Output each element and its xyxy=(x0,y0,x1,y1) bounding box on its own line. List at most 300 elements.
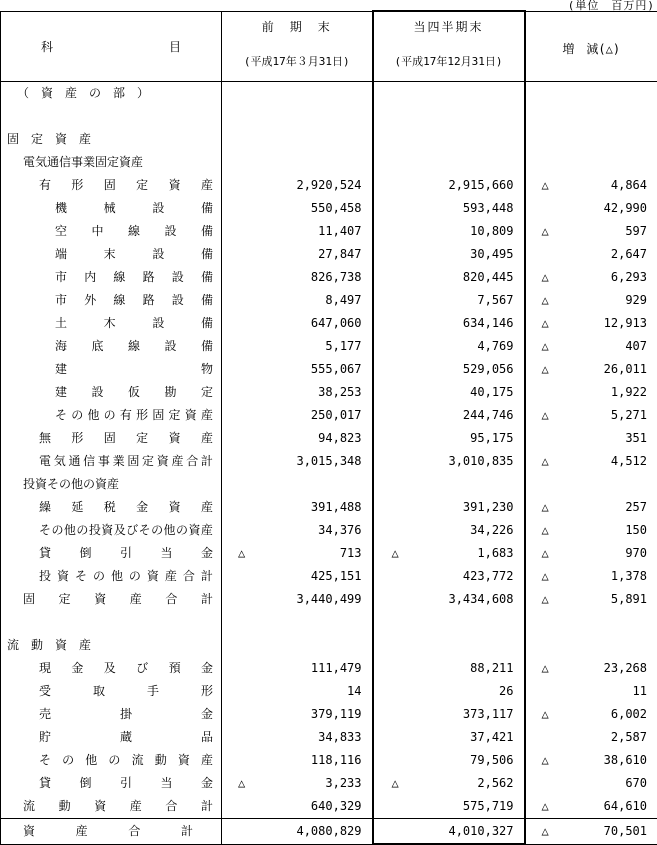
row-value-text: 351 xyxy=(625,431,647,445)
row-value-text: 3,015,348 xyxy=(296,454,361,468)
row-value-text: 34,226 xyxy=(470,523,513,537)
row-label-char: 産 xyxy=(201,404,213,427)
row-curr-value xyxy=(373,726,525,749)
row-value-text: 6,002 xyxy=(611,707,647,721)
row-label xyxy=(1,680,222,703)
row-label xyxy=(1,128,222,151)
row-label-char: 有 xyxy=(39,174,51,197)
row-label xyxy=(1,519,222,542)
row-label-char: 線 xyxy=(128,335,140,358)
total-label-text xyxy=(23,820,193,843)
row-curr-value xyxy=(373,197,525,220)
table-row xyxy=(1,128,657,151)
row-label-char: 産 xyxy=(201,427,213,450)
table-row xyxy=(1,82,657,106)
row-label-char: 通 xyxy=(68,450,80,473)
row-prev-value xyxy=(222,128,373,151)
row-label-char: 線 xyxy=(128,220,140,243)
row-label xyxy=(1,381,222,404)
row-label-char: 手 xyxy=(147,680,159,703)
row-label-char: 倒 xyxy=(79,772,91,795)
row-prev-value xyxy=(222,151,373,174)
row-label-char: 金 xyxy=(201,703,213,726)
row-label-text: （ 資 産 の 部 ） xyxy=(17,82,213,105)
row-value-text: 250,017 xyxy=(311,408,362,422)
row-label-char: 合 xyxy=(165,795,177,818)
table-row xyxy=(1,404,657,427)
row-label-char: 資 xyxy=(94,588,106,611)
table-row xyxy=(1,749,657,772)
row-label-char: 定 xyxy=(136,174,148,197)
negative-triangle-icon: △ xyxy=(526,289,549,312)
row-label-char: 産 xyxy=(201,174,213,197)
row-label-char: 建 xyxy=(55,358,67,381)
row-label-char: 空 xyxy=(55,220,67,243)
row-label-char: 物 xyxy=(201,358,213,381)
row-label-char: 固 xyxy=(104,174,116,197)
row-label-char: そ xyxy=(39,519,51,542)
row-value-text: 4,864 xyxy=(611,178,647,192)
row-value-text: 42,990 xyxy=(604,201,647,215)
table-row xyxy=(1,634,657,657)
row-label-text xyxy=(55,220,213,243)
row-label-char: 産 xyxy=(130,795,142,818)
row-label-text xyxy=(23,795,213,818)
row-label-char: 中 xyxy=(91,220,103,243)
row-value-text: 670 xyxy=(625,776,647,790)
row-label-char: 有 xyxy=(120,404,132,427)
row-value-text: 244,746 xyxy=(463,408,514,422)
row-label-char: 繰 xyxy=(39,496,51,519)
row-label-char: 流 xyxy=(23,795,35,818)
row-label-char: 資 xyxy=(185,404,197,427)
row-label-char: 投 xyxy=(89,519,101,542)
row-value-text: 111,479 xyxy=(311,661,362,675)
row-label xyxy=(1,82,222,106)
row-label-char: 引 xyxy=(120,772,132,795)
row-prev-value xyxy=(222,772,373,795)
row-label-char: 倒 xyxy=(79,542,91,565)
row-label-char: 投 xyxy=(39,565,51,588)
row-curr-value xyxy=(373,105,525,128)
row-prev-value xyxy=(222,174,373,197)
row-label-char: 業 xyxy=(113,450,125,473)
row-label-text xyxy=(55,381,213,404)
row-diff-value xyxy=(525,266,657,289)
row-diff-value xyxy=(525,519,657,542)
row-label-text xyxy=(55,266,213,289)
row-label-char: 他 xyxy=(85,749,97,772)
row-value-text: 26 xyxy=(499,684,513,698)
row-curr-value xyxy=(373,358,525,381)
row-label-char: 税 xyxy=(104,496,116,519)
row-label-text xyxy=(39,519,213,542)
row-prev-value xyxy=(222,381,373,404)
row-label xyxy=(1,703,222,726)
row-value-text: 550,458 xyxy=(311,201,362,215)
row-label-char: 端 xyxy=(55,243,67,266)
row-label-char: の xyxy=(51,519,63,542)
row-label-char: 及 xyxy=(114,519,126,542)
row-label-char: 末 xyxy=(104,243,116,266)
unit-label: (単位 百万円) xyxy=(568,0,655,13)
row-label-char: 勘 xyxy=(164,381,176,404)
row-prev-value xyxy=(222,312,373,335)
header-curr-title: 当四半期末 xyxy=(374,18,524,35)
row-label-char: 外 xyxy=(84,289,96,312)
table-row xyxy=(1,312,657,335)
row-value-text: 529,056 xyxy=(463,362,514,376)
row-prev-value xyxy=(222,450,373,473)
row-diff-value xyxy=(525,243,657,266)
row-label-text xyxy=(55,335,213,358)
row-value-text: 4,512 xyxy=(611,454,647,468)
row-label-char: 金 xyxy=(201,657,213,680)
header-curr-date: (平成17年12月31日) xyxy=(374,53,524,69)
row-label-char: 現 xyxy=(39,657,51,680)
row-curr-value xyxy=(373,519,525,542)
row-label-char: 資 xyxy=(169,427,181,450)
row-label-text xyxy=(55,289,213,312)
row-curr-value xyxy=(373,450,525,473)
row-label-char: 内 xyxy=(84,266,96,289)
row-label-char: 備 xyxy=(201,266,213,289)
row-curr-value xyxy=(373,542,525,565)
row-label-text xyxy=(55,243,213,266)
row-label-char: の xyxy=(62,749,74,772)
row-label xyxy=(1,726,222,749)
negative-triangle-icon: △ xyxy=(374,542,399,565)
row-value-text: 5,177 xyxy=(325,339,361,353)
row-label-char: 設 xyxy=(164,220,176,243)
row-label-char: 産 xyxy=(201,749,213,772)
row-curr-value xyxy=(373,496,525,519)
row-value-text: 1,922 xyxy=(611,385,647,399)
row-value-text: 88,211 xyxy=(470,661,513,675)
table-row xyxy=(1,703,657,726)
row-label xyxy=(1,197,222,220)
row-value-text: 38,253 xyxy=(318,385,361,399)
table-row xyxy=(1,243,657,266)
negative-triangle-icon: △ xyxy=(526,266,549,289)
row-label-char: 形 xyxy=(201,680,213,703)
row-prev-value xyxy=(222,565,373,588)
row-value-text: 1,683 xyxy=(477,546,513,560)
row-value-text: 79,506 xyxy=(470,753,513,767)
row-label-char: 形 xyxy=(136,404,148,427)
row-label-char: 気 xyxy=(54,450,66,473)
negative-triangle-icon: △ xyxy=(526,703,549,726)
table-row xyxy=(1,657,657,680)
row-diff-value xyxy=(525,588,657,611)
row-label xyxy=(1,335,222,358)
row-label-char: 事 xyxy=(98,450,110,473)
row-label-char: 底 xyxy=(91,335,103,358)
row-curr-value xyxy=(373,266,525,289)
row-label xyxy=(1,312,222,335)
row-label-char: 蔵 xyxy=(120,726,132,749)
row-label xyxy=(1,266,222,289)
row-label-text: 固 定 資 産 xyxy=(7,128,213,151)
row-prev-value xyxy=(222,289,373,312)
row-label-text xyxy=(39,565,213,588)
table-row xyxy=(1,680,657,703)
row-value-text: 640,329 xyxy=(311,799,362,813)
row-label-char: 貸 xyxy=(39,542,51,565)
row-value-text: 30,495 xyxy=(470,247,513,261)
row-label xyxy=(1,358,222,381)
row-label-text xyxy=(39,772,213,795)
row-curr-value xyxy=(373,335,525,358)
row-value-text: 593,448 xyxy=(463,201,514,215)
negative-triangle-icon: △ xyxy=(526,565,549,588)
row-prev-value xyxy=(222,680,373,703)
row-label-char: 資 xyxy=(101,519,113,542)
row-value-text: 379,119 xyxy=(311,707,362,721)
row-value-text: 34,833 xyxy=(318,730,361,744)
row-label-char: 資 xyxy=(178,749,190,772)
row-label-char: 他 xyxy=(87,404,99,427)
row-label xyxy=(1,243,222,266)
row-label xyxy=(1,427,222,450)
header-diff-column xyxy=(525,11,657,82)
row-label-char: 合 xyxy=(186,450,198,473)
row-diff-value xyxy=(525,772,657,795)
negative-triangle-icon: △ xyxy=(526,220,549,243)
row-diff-value xyxy=(525,703,657,726)
row-label-char: 線 xyxy=(113,266,125,289)
row-label-text xyxy=(39,657,213,680)
row-diff-value xyxy=(525,496,657,519)
row-label-text xyxy=(55,312,213,335)
row-label-char: 械 xyxy=(104,197,116,220)
row-label-char: 計 xyxy=(201,565,213,588)
row-label-char: 土 xyxy=(55,312,67,335)
row-value-text: 970 xyxy=(625,546,647,560)
row-label-char: の xyxy=(93,565,105,588)
row-label-char: そ xyxy=(55,404,67,427)
row-label-char: 品 xyxy=(201,726,213,749)
row-label xyxy=(1,105,222,128)
table-row xyxy=(1,220,657,243)
row-label-char: 資 xyxy=(169,496,181,519)
total-label xyxy=(1,819,222,845)
row-diff-value xyxy=(525,795,657,819)
row-label-char: 機 xyxy=(55,197,67,220)
total-label-char: 産 xyxy=(76,820,88,843)
row-value-text: 118,116 xyxy=(311,753,362,767)
row-value-text: 2,562 xyxy=(477,776,513,790)
row-label-char: 掛 xyxy=(120,703,132,726)
negative-triangle-icon: △ xyxy=(526,542,549,565)
row-diff-value xyxy=(525,542,657,565)
row-curr-value xyxy=(373,220,525,243)
row-curr-value xyxy=(373,312,525,335)
row-value-text: 37,421 xyxy=(470,730,513,744)
negative-triangle-icon: △ xyxy=(526,335,549,358)
row-value-text: 647,060 xyxy=(311,316,362,330)
row-label-char: 動 xyxy=(155,749,167,772)
row-label-text xyxy=(39,726,213,749)
row-label-char: 流 xyxy=(132,749,144,772)
row-value-text: 8,497 xyxy=(325,293,361,307)
row-label-char: 金 xyxy=(71,657,83,680)
row-prev-value xyxy=(222,243,373,266)
row-label-text xyxy=(23,588,213,611)
row-label-char: 線 xyxy=(113,289,125,312)
row-curr-value xyxy=(373,174,525,197)
table-row xyxy=(1,105,657,128)
row-label-char: 備 xyxy=(201,335,213,358)
row-label-char: 定 xyxy=(142,450,154,473)
table-row xyxy=(1,151,657,174)
row-label xyxy=(1,151,222,174)
row-value-text: 826,738 xyxy=(311,270,362,284)
row-label-char: の xyxy=(76,519,88,542)
total-diff xyxy=(525,819,657,845)
row-value-text: 5,891 xyxy=(611,592,647,606)
row-value-text: 575,719 xyxy=(463,799,514,813)
row-curr-value xyxy=(373,657,525,680)
row-curr-value xyxy=(373,289,525,312)
row-curr-value xyxy=(373,588,525,611)
row-value-text: 391,230 xyxy=(463,500,514,514)
header-row xyxy=(1,11,657,82)
row-value-text: 5,271 xyxy=(611,408,647,422)
row-label-char: 他 xyxy=(64,519,76,542)
row-prev-value xyxy=(222,795,373,819)
row-label xyxy=(1,542,222,565)
row-label-char: そ xyxy=(139,519,151,542)
negative-triangle-icon: △ xyxy=(222,542,245,565)
row-value-text: 38,610 xyxy=(604,753,647,767)
row-label-char: 固 xyxy=(127,450,139,473)
row-value-text: 407 xyxy=(625,339,647,353)
row-label-text: 投資その他の資産 xyxy=(23,473,213,496)
header-prev-title: 前 期 末 xyxy=(222,18,372,35)
row-label-char: 路 xyxy=(143,266,155,289)
row-label xyxy=(1,634,222,657)
row-label-char: 市 xyxy=(55,266,67,289)
row-label-text: 流 動 資 産 xyxy=(7,634,213,657)
row-value-text: 2,587 xyxy=(611,730,647,744)
row-label-char: 路 xyxy=(143,289,155,312)
row-curr-value xyxy=(373,82,525,106)
row-label-char: 資 xyxy=(169,174,181,197)
row-label xyxy=(1,404,222,427)
row-diff-value xyxy=(525,634,657,657)
row-label-char: 設 xyxy=(152,197,164,220)
row-label-char: 設 xyxy=(164,335,176,358)
row-label-char: 定 xyxy=(136,427,148,450)
row-label-char: 他 xyxy=(111,565,123,588)
row-prev-value xyxy=(222,266,373,289)
row-curr-value xyxy=(373,151,525,174)
row-label-char: 産 xyxy=(130,588,142,611)
row-label-char: 市 xyxy=(55,289,67,312)
row-value-text: 150 xyxy=(625,523,647,537)
row-diff-value xyxy=(525,427,657,450)
row-curr-value xyxy=(373,703,525,726)
row-label-char: 無 xyxy=(39,427,51,450)
row-value-text: 3,440,499 xyxy=(296,592,361,606)
row-label-char: 貸 xyxy=(39,772,51,795)
row-prev-value xyxy=(222,473,373,496)
negative-triangle-icon: △ xyxy=(526,588,549,611)
row-value-text: 6,293 xyxy=(611,270,647,284)
row-prev-value xyxy=(222,105,373,128)
row-label-char: 海 xyxy=(55,335,67,358)
row-label-char: 固 xyxy=(23,588,35,611)
row-label-char: 売 xyxy=(39,703,51,726)
row-label-char: 延 xyxy=(71,496,83,519)
row-label-char: 電 xyxy=(39,450,51,473)
row-label xyxy=(1,220,222,243)
table-row xyxy=(1,473,657,496)
negative-triangle-icon: △ xyxy=(374,772,399,795)
row-label-text xyxy=(55,358,213,381)
row-diff-value xyxy=(525,220,657,243)
row-prev-value xyxy=(222,611,373,634)
row-label-char: び xyxy=(126,519,138,542)
row-label-char: 産 xyxy=(165,565,177,588)
table-row xyxy=(1,795,657,819)
row-label-text xyxy=(39,680,213,703)
row-value-text: 4,769 xyxy=(477,339,513,353)
row-label-char: そ xyxy=(39,749,51,772)
row-value-text: 423,772 xyxy=(463,569,514,583)
row-curr-value xyxy=(373,772,525,795)
row-value-text: 257 xyxy=(625,500,647,514)
row-label-text xyxy=(39,427,213,450)
row-label-text xyxy=(39,496,213,519)
row-label-char: 固 xyxy=(104,427,116,450)
total-diff-triangle: △ xyxy=(526,820,549,843)
row-prev-value xyxy=(222,358,373,381)
row-label-char: の xyxy=(104,404,116,427)
row-label-char: の xyxy=(129,565,141,588)
row-label-char: 備 xyxy=(201,243,213,266)
row-label-text xyxy=(39,749,213,772)
row-value-text: 634,146 xyxy=(463,316,514,330)
row-value-text: 12,913 xyxy=(604,316,647,330)
row-diff-value xyxy=(525,82,657,106)
table-row xyxy=(1,565,657,588)
row-prev-value xyxy=(222,427,373,450)
row-label-char: 取 xyxy=(93,680,105,703)
row-label-char: 計 xyxy=(201,450,213,473)
row-label-char: 固 xyxy=(152,404,164,427)
row-label-char: 備 xyxy=(201,197,213,220)
row-curr-value xyxy=(373,427,525,450)
row-value-text: 11,407 xyxy=(318,224,361,238)
row-prev-value xyxy=(222,519,373,542)
row-diff-value xyxy=(525,680,657,703)
row-label-char: 信 xyxy=(83,450,95,473)
row-prev-value xyxy=(222,335,373,358)
negative-triangle-icon: △ xyxy=(526,519,549,542)
row-prev-value xyxy=(222,657,373,680)
row-label-char: 産 xyxy=(201,496,213,519)
row-label-char: 引 xyxy=(120,542,132,565)
row-label-char: 設 xyxy=(172,289,184,312)
row-label xyxy=(1,588,222,611)
row-label-char: 定 xyxy=(59,588,71,611)
row-label-char: の xyxy=(108,749,120,772)
row-label-char: び xyxy=(136,657,148,680)
row-label-char: 及 xyxy=(104,657,116,680)
row-label-char: 資 xyxy=(157,450,169,473)
